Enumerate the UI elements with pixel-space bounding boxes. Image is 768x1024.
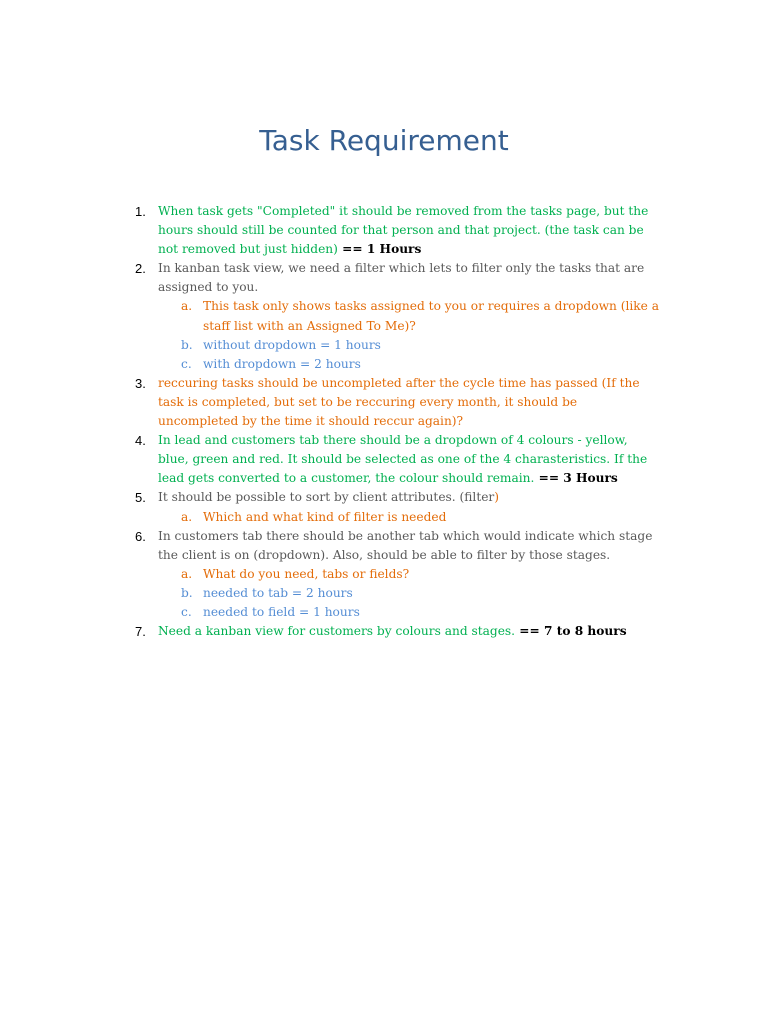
sub-letter: a.: [181, 299, 193, 314]
list-item-text: Need a kanban view for customers by colours and stages.: [158, 624, 516, 639]
hours-estimate: == 3 Hours: [534, 471, 618, 486]
sub-item-2b: [130, 336, 660, 355]
sub-item-6c: [130, 603, 660, 622]
list-number: 7.: [135, 624, 146, 640]
list-number: 3.: [135, 375, 146, 391]
list-number: 6.: [135, 528, 146, 544]
list-item-6: [130, 527, 660, 565]
list-item-text: When task gets "Completed" it should be removed from the tasks page, but the hours should still be counted for that person and that project. (the task can be not removed but just hidden): [158, 204, 649, 257]
sub-letter: a.: [181, 509, 193, 524]
list-item-5: [130, 488, 660, 507]
sub-letter: c.: [181, 604, 192, 619]
sub-item-6b: [130, 584, 660, 603]
sub-item-text: needed to tab = 2 hours: [203, 585, 353, 600]
sub-item-text: This task only shows tasks assigned to you or requires a dropdown (like a staff list with an Assigned To Me)?: [203, 299, 660, 333]
sub-item-text: What do you need, tabs or fields?: [203, 566, 410, 581]
sub-item-text: needed to field = 1 hours: [203, 604, 360, 619]
hours-estimate: == 7 to 8 hours: [515, 624, 627, 639]
list-item-text: In lead and customers tab there should be a dropdown of 4 colours - yellow, blue, green and red. It should be selected as one of the 4 charasteristics. If the lead gets converted to a customer, the colour should remain.: [158, 433, 648, 486]
list-item-text: In kanban task view, we need a filter which lets to filter only the tasks that are assigned to you.: [158, 261, 645, 295]
sub-letter: b.: [181, 585, 193, 600]
list-item-text: reccuring tasks should be uncompleted after the cycle time has passed (If the task is completed, but set to be reccuring every month, it should be uncompleted by the time it should reccur again)?: [158, 375, 640, 429]
list-number: 1.: [135, 204, 146, 219]
list-item-text: In customers tab there should be another tab which would indicate which stage the client is on (dropdown). Also, should be able to filter by those stages.: [158, 528, 653, 562]
document-title: Task Requirement: [259, 124, 509, 157]
list-item-4: [130, 431, 660, 488]
list-item-2: [130, 259, 660, 297]
list-number: 2.: [135, 261, 146, 277]
sub-letter: c.: [181, 356, 192, 371]
list-item-3: [130, 374, 660, 431]
list-number: 4.: [135, 433, 146, 449]
requirements-list: [130, 202, 660, 641]
sub-item-text: Which and what kind of filter is needed: [203, 509, 447, 524]
sub-item-text: with dropdown = 2 hours: [203, 356, 361, 371]
list-item-text-end: ): [494, 490, 500, 505]
sub-item-2a: [130, 297, 660, 335]
sub-item-text: without dropdown = 1 hours: [203, 337, 381, 352]
sub-letter: b.: [181, 337, 193, 352]
list-number: 5.: [135, 490, 146, 506]
list-item-1: [130, 202, 660, 259]
sub-item-2c: [130, 355, 660, 374]
sub-item-5a: [130, 508, 660, 527]
hours-estimate: == 1 Hours: [337, 242, 422, 257]
list-item-text: It should be possible to sort by client attributes. (filter: [158, 490, 495, 505]
list-item-7: [130, 622, 660, 641]
sub-letter: a.: [181, 566, 193, 581]
sub-item-6a: [130, 565, 660, 584]
